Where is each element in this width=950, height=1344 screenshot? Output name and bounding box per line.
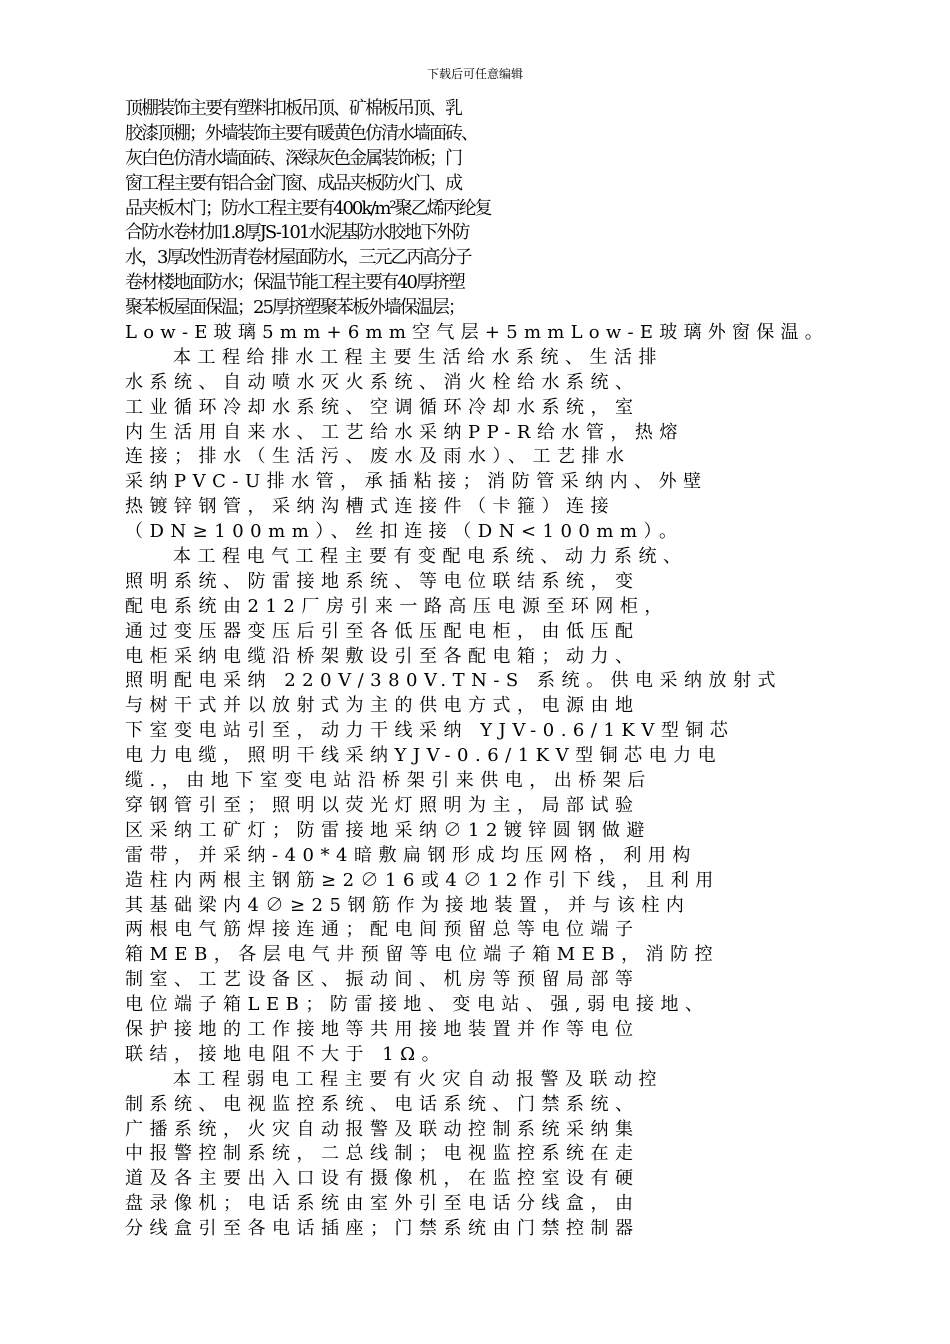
paragraph-line: 内生活用自来水、工艺给水采纳PP-R给水管，热熔: [125, 421, 684, 443]
paragraph-line: 品夹板木门；防水工程主要有400k/m²聚乙烯丙纶复: [125, 197, 491, 219]
paragraph-line: 本工程给排水工程主要生活给水系统、生活排: [173, 346, 663, 368]
paragraph-line: 制系统、电视监控系统、电话系统、门禁系统、: [125, 1093, 640, 1115]
paragraph-line: 下室变电站引至，动力干线采纳 YJV-0.6/1KV型铜芯: [125, 720, 735, 742]
paragraph-line: 盘录像机；电话系统由室外引至电话分线盒，由: [125, 1193, 640, 1215]
paragraph-line: 本工程弱电工程主要有火灾自动报警及联动控: [173, 1068, 663, 1090]
paragraph-line: 电柜采纳电缆沿桥架敷设引至各配电箱；动力、: [125, 645, 640, 667]
paragraph-line: 区采纳工矿灯；防雷接地采纳∅12镀锌圆钢做避: [125, 819, 651, 841]
paragraph-line: 其基础梁内4∅≥25钢筋作为接地装置，并与该柱内: [125, 894, 691, 916]
page-header: 下载后可任意编辑: [426, 67, 523, 81]
paragraph-line: 连接；排水（生活污、废水及雨水）、工艺排水: [125, 446, 631, 468]
paragraph-line: 采纳PVC-U排水管，承插粘接；消防管采纳内、外壁: [125, 471, 708, 493]
paragraph-line: 缆.，由地下室变电站沿桥架引来供电，出桥架后: [125, 770, 652, 792]
paragraph-line: 与树干式并以放射式为主的供电方式，电源由地: [125, 695, 640, 717]
paragraph-line: 穿钢管引至；照明以荧光灯照明为主，局部试验: [125, 794, 640, 816]
paragraph-line: 窗工程主要有铝合金门窗、成品夹板防火门、成: [125, 172, 461, 194]
paragraph-line: 通过变压器变压后引至各低压配电柜，由低压配: [125, 620, 640, 642]
paragraph-line: 雷带，并采纳-40*4暗敷扁钢形成均压网格，利用构: [125, 844, 697, 866]
paragraph-line: 中报警控制系统，二总线制；电视监控系统在走: [125, 1143, 640, 1165]
paragraph-line: 照明系统、防雷接地系统、等电位联结系统，变: [125, 570, 640, 592]
paragraph-line: Low-E玻璃5mm+6mm空气层+5mmLow-E玻璃外窗保温。: [125, 322, 830, 344]
paragraph-line: 配电系统由212厂房引来一路高压电源至环网柜，: [125, 595, 669, 617]
paragraph-line: 水系统、自动喷水灭火系统、消火栓给水系统、: [125, 371, 640, 393]
paragraph-line: 联结，接地电阻不大于 1Ω。: [125, 1043, 447, 1065]
paragraph-line: 制室、工艺设备区、振动间、机房等预留局部等: [125, 969, 640, 991]
paragraph-line: 合防水卷材加1.8厚JS-101水泥基防水胶地下外防: [125, 222, 469, 244]
paragraph-line: 造柱内两根主钢筋≥2∅16或4∅12作引下线，且利用: [125, 869, 720, 891]
paragraph-line: 分线盒引至各电话插座；门禁系统由门禁控制器: [125, 1218, 640, 1240]
paragraph-line: 顶棚装饰主要有塑料扣板吊顶、矿棉板吊顶、乳: [125, 98, 461, 119]
paragraph-line: 电位端子箱LEB；防雷接地、变电站、强,弱电接地、: [125, 994, 710, 1016]
paragraph-line: 道及各主要出入口设有摄像机，在监控室设有硬: [125, 1168, 640, 1190]
paragraph-line: 两根电气筋焊接连通；配电间预留总等电位端子: [125, 919, 640, 941]
paragraph-line: 灰白色仿清水墙面砖、深绿灰色金属装饰板；门: [125, 147, 461, 169]
paragraph-line: 本工程电气工程主要有变配电系统、动力系统、: [173, 546, 688, 568]
paragraph-line: 照明配电采纳 220V/380V.TN-S 系统。供电采纳放射式: [125, 670, 782, 692]
paragraph-line: 保护接地的工作接地等共用接地装置并作等电位: [125, 1018, 640, 1040]
paragraph-line: 广播系统，火灾自动报警及联动控制系统采纳集: [125, 1118, 640, 1140]
paragraph-line: 工业循环冷却水系统、空调循环冷却水系统，室: [125, 396, 640, 418]
paragraph-line: 热镀锌钢管，采纳沟槽式连接件（卡箍）连接: [125, 496, 615, 518]
paragraph-line: 水，3厚改性沥青卷材屋面防水，三元乙丙高分子: [125, 247, 471, 269]
document-body: [125, 97, 829, 1242]
paragraph-line: 箱MEB，各层电气井预留等电位端子箱MEB，消防控: [125, 944, 720, 966]
paragraph-line: 电力电缆，照明干线采纳YJV-0.6/1KV型铜芯电力电: [125, 745, 723, 767]
paragraph-line: （DN≥100mm）、丝扣连接（DN<100mm）。: [125, 521, 684, 543]
paragraph-line: 聚苯板屋面保温；25厚挤塑聚苯板外墙保温层；: [125, 297, 464, 319]
paragraph-line: 胶漆顶棚；外墙装饰主要有暖黄色仿清水墙面砖、: [125, 122, 477, 144]
paragraph-line: 卷材楼地面防水；保温节能工程主要有40厚挤塑: [125, 272, 464, 294]
